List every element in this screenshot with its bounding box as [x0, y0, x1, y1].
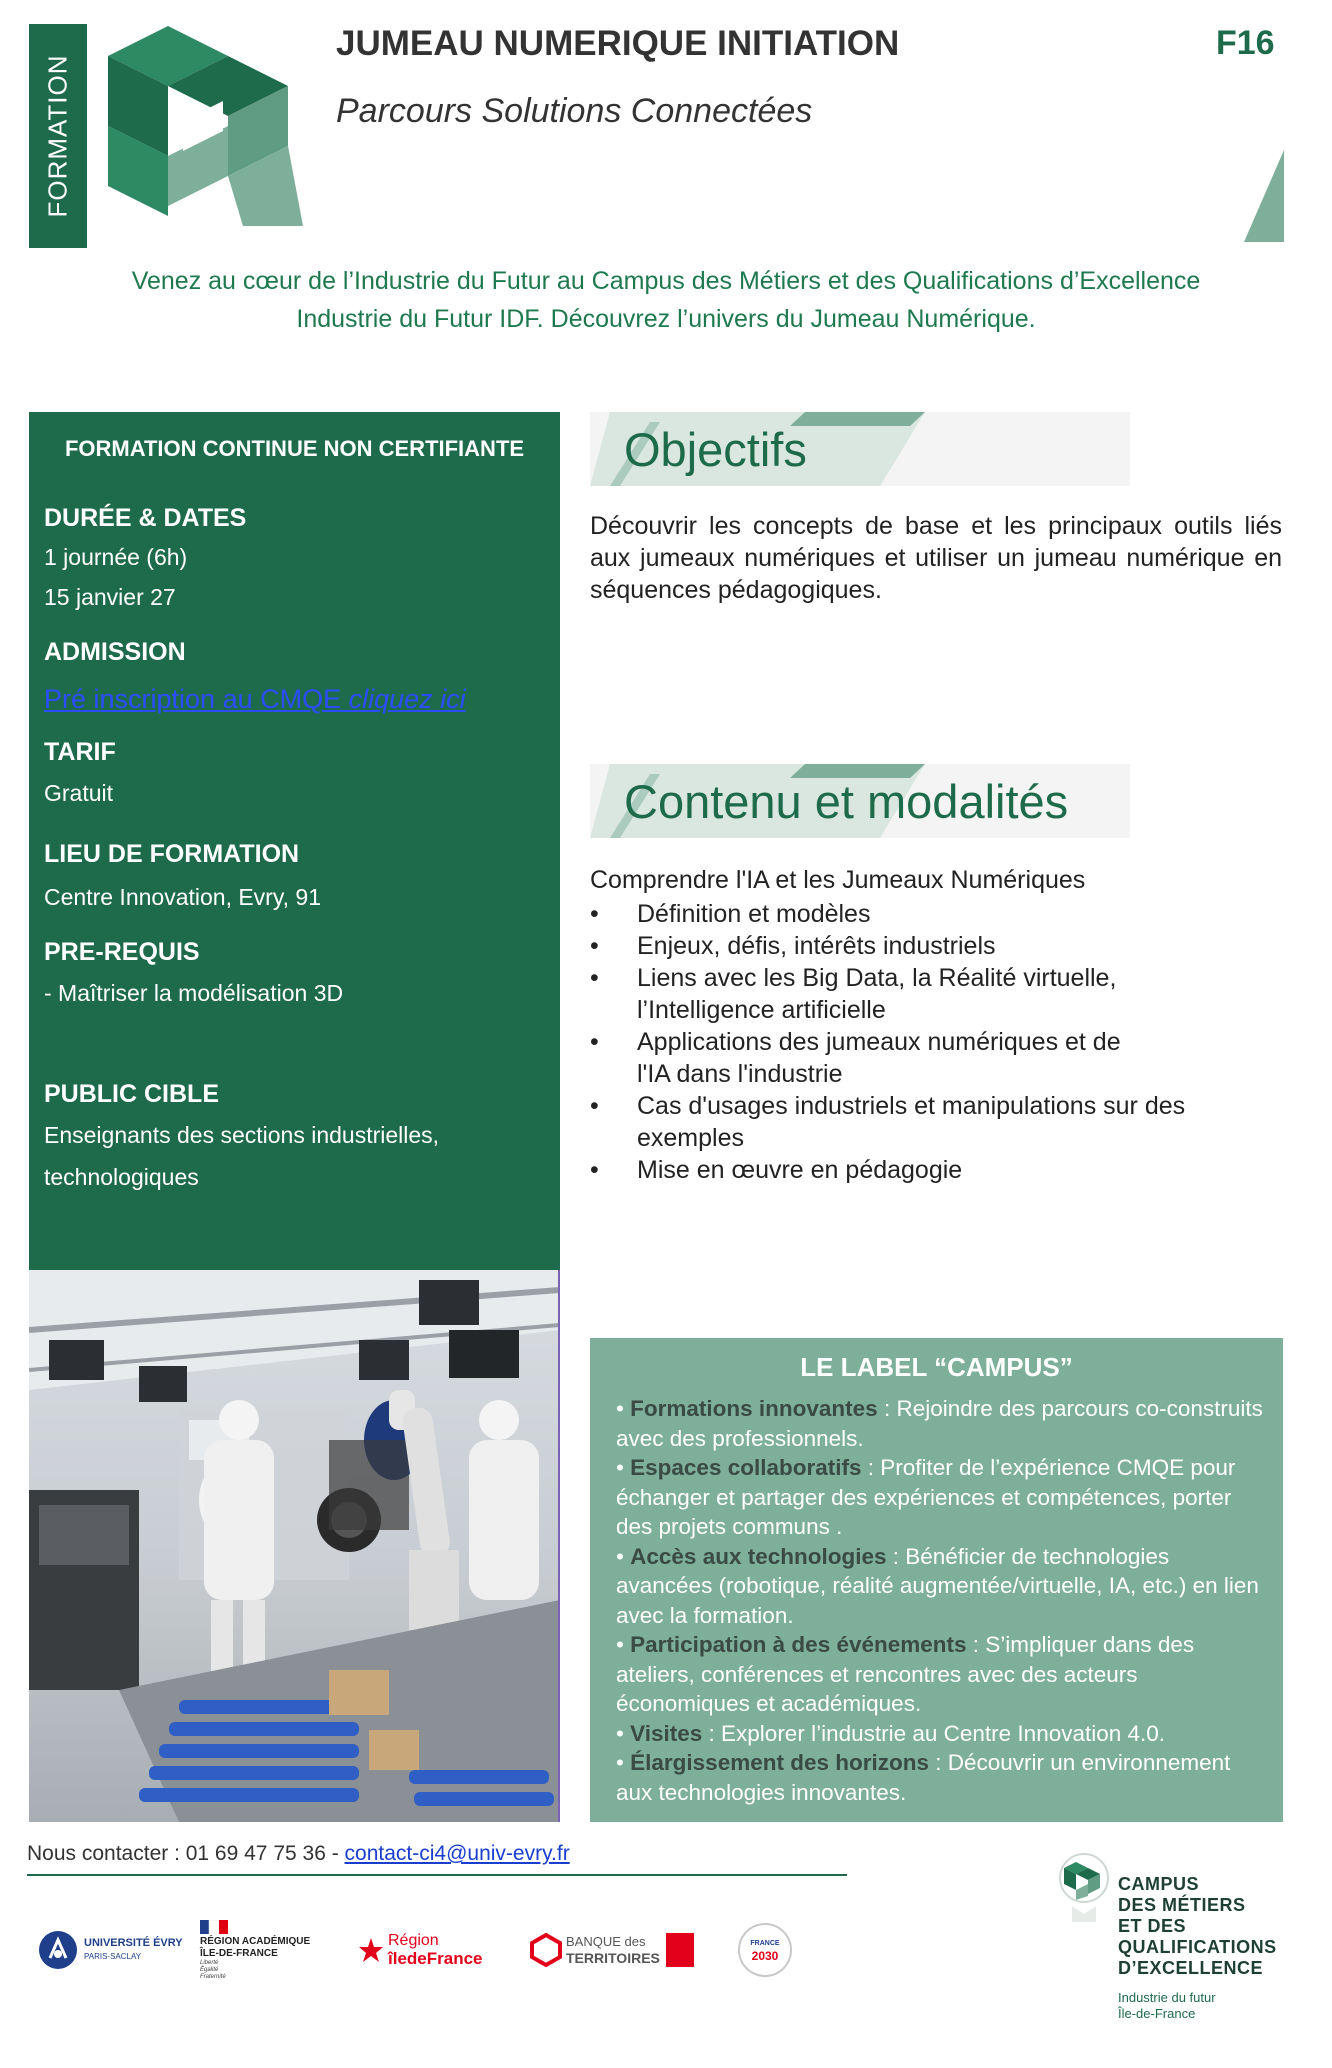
label-item-bold: Participation à des événements — [630, 1632, 967, 1657]
banque-hex-icon — [530, 1933, 562, 1967]
objectifs-title: Objectifs — [624, 423, 807, 476]
list-item: • Formations innovantes : Rejoindre des parcours co-construits avec des professionnels. — [616, 1396, 1263, 1451]
objectifs-header — [590, 412, 1130, 486]
footer-divider — [27, 1874, 847, 1876]
contenu-title: Contenu et modalités — [624, 775, 1069, 828]
lieu-heading: LIEU DE FORMATION — [44, 840, 300, 868]
label-item-text: : Profiter de l’expérience CMQE pour échanger et partager des expériences et compétences, porter des projets communs . — [616, 1455, 1236, 1539]
admission-link-text[interactable]: Pré inscription au CMQE — [44, 684, 349, 714]
list-item: • Participation à des événements : S’impliquer dans des ateliers, conférences et rencontres avec des acteurs économiques et académiques. — [616, 1632, 1195, 1716]
info-panel — [29, 412, 560, 1270]
partner-france-2030 — [738, 1920, 796, 1980]
list-item: • Cas d'usages industriels et manipulations sur des exemples — [590, 1090, 1282, 1154]
label-campus-title: LE LABEL “CAMPUS” — [800, 1352, 1073, 1382]
label-item-text: : Explorer l’industrie au Centre Innovation 4.0. — [702, 1720, 1166, 1746]
idf-region-label: Région — [388, 1932, 439, 1949]
admission-heading: ADMISSION — [44, 638, 186, 666]
label-campus-list — [616, 1394, 1266, 1807]
region-ac-name: RÉGION ACADÉMIQUE — [200, 1936, 311, 1947]
campus-sub-line: Industrie du futur — [1118, 1990, 1216, 2005]
contact-phone: Nous contacter : 01 69 47 75 36 - — [27, 1842, 345, 1865]
campus-metiers-logo — [1056, 1852, 1316, 2022]
label-item-bold: Accès aux technologies — [630, 1543, 887, 1569]
intro-line-2: Industrie du Futur IDF. Découvrez l’univers du Jumeau Numérique. — [296, 305, 1036, 333]
contenu-intro: Comprendre l'IA et les Jumeaux Numériques — [590, 866, 1086, 894]
label-item-bold: Espaces collaboratifs — [630, 1455, 862, 1480]
admission-link[interactable] — [44, 684, 466, 715]
label-item-bold: Élargissement des horizons — [630, 1750, 929, 1775]
partner-univ-evry — [38, 1920, 188, 1980]
campus-line: QUALIFICATIONS — [1118, 1937, 1277, 1957]
list-item: • Enjeux, défis, intérêts industriels — [590, 930, 1282, 962]
label-item-text: : Découvrir un environnement aux technologies innovantes. — [616, 1750, 1231, 1805]
idf-star-icon — [358, 1937, 384, 1963]
tarif-heading: TARIF — [44, 738, 116, 766]
public-heading: PUBLIC CIBLE — [44, 1080, 219, 1108]
list-item: • Élargissement des horizons : Découvrir un environnement aux technologies innovantes. — [616, 1750, 1231, 1805]
list-item: • Liens avec les Big Data, la Réalité virtuelle, l’Intelligence artificielle — [590, 962, 1150, 1026]
label-item-text: : Bénéficier de technologies avancées (robotique, réalité augmentée/virtuelle, IA, etc.) en lien avec la formation. — [616, 1543, 1259, 1628]
banque-name-1: BANQUE des — [566, 1934, 646, 1949]
univ-evry-sub: PARIS-SACLAY — [84, 1952, 142, 1961]
contact-email-link[interactable]: contact-ci4@univ-evry.fr — [344, 1842, 570, 1865]
formation-band-label: FORMATION — [42, 54, 73, 218]
public-value-2: technologiques — [44, 1164, 199, 1190]
page-subtitle: Parcours Solutions Connectées — [336, 92, 813, 130]
duree-value-2: 15 janvier 27 — [44, 584, 176, 610]
idf-region-name: îledeFrance — [388, 1949, 483, 1968]
label-item-text: : S’impliquer dans des ateliers, conférences et rencontres avec des acteurs économiques et académiques. — [616, 1632, 1195, 1716]
duree-heading: DURÉE & DATES — [44, 504, 247, 532]
cmqe-logo — [108, 26, 303, 230]
prerequis-value: - Maîtriser la modélisation 3D — [44, 980, 344, 1006]
campus-line: DES MÉTIERS — [1118, 1895, 1246, 1915]
label-campus-box — [590, 1338, 1283, 1822]
list-item: • Mise en œuvre en pédagogie — [590, 1154, 1282, 1186]
factory-illustration — [29, 1270, 560, 1822]
france-2030-badge — [738, 1923, 792, 1977]
region-ac-sub: ÎLE-DE-FRANCE — [200, 1948, 278, 1959]
label-item-bold: Visites — [630, 1720, 703, 1746]
list-item: • Applications des jumeaux numériques et de l'IA dans l'industrie — [590, 1026, 1150, 1090]
admission-link-click[interactable]: cliquez ici — [348, 684, 466, 714]
factory-scene — [29, 1270, 560, 1822]
corner-decoration — [1244, 150, 1284, 242]
partner-region-academique — [200, 1920, 350, 1980]
contact-line — [27, 1842, 570, 1866]
campus-logo-subtitle — [1118, 1990, 1216, 2022]
banque-red-block — [666, 1933, 694, 1967]
univ-evry-icon — [38, 1930, 78, 1970]
campus-line: ET DES — [1118, 1916, 1187, 1936]
page-title: JUMEAU NUMERIQUE INITIATION — [336, 24, 900, 63]
campus-logo-text — [1118, 1874, 1277, 1979]
campus-sub-line: Île-de-France — [1118, 2006, 1196, 2021]
campus-line: D’EXCELLENCE — [1118, 1958, 1264, 1978]
list-item: • Accès aux technologies : Bénéficier de technologies avancées (robotique, réalité augmentée/virtuelle, IA, etc.) en lien avec la formation. — [616, 1543, 1259, 1628]
contenu-list — [590, 898, 1282, 1186]
france-2030-year: 2030 — [751, 1949, 779, 1963]
course-code: F16 — [1216, 24, 1275, 62]
region-ac-motto-1: Liberté — [200, 1960, 219, 1966]
partner-region-idf — [358, 1920, 508, 1980]
france-2030-label: FRANCE — [750, 1940, 780, 1947]
campus-cube-icon — [1056, 1852, 1114, 1928]
list-item: • Définition et modèles — [590, 898, 1282, 930]
banque-name-2: TERRITOIRES — [566, 1950, 660, 1966]
public-value-1: Enseignants des sections industrielles, — [44, 1122, 440, 1148]
list-item: • Visites : Explorer l’industrie au Centre Innovation 4.0. — [616, 1720, 1166, 1746]
partner-banque-territoires — [530, 1920, 715, 1980]
region-ac-motto-2: Égalité — [200, 1967, 219, 1973]
objectifs-text: Découvrir les concepts de base et les principaux outils liés aux jumeaux numériques et utiliser un jumeau numérique en séquences pédagogiques. — [590, 512, 1282, 604]
campus-line: CAMPUS — [1118, 1874, 1200, 1894]
contenu-header — [590, 764, 1130, 838]
intro-line-1: Venez au cœur de l’Industrie du Futur au Campus des Métiers et des Qualifications d’Excellence — [131, 267, 1201, 295]
label-item-bold: Formations innovantes — [630, 1396, 878, 1421]
intro-text — [40, 262, 1292, 338]
info-panel-heading: FORMATION CONTINUE NON CERTIFIANTE — [64, 436, 525, 461]
lieu-value: Centre Innovation, Evry, 91 — [44, 884, 321, 910]
list-item: • Espaces collaboratifs : Profiter de l’expérience CMQE pour échanger et partager des expériences et compétences, porter des projets communs . — [616, 1455, 1236, 1539]
label-item-text: : Rejoindre des parcours co-construits avec des professionnels. — [616, 1396, 1263, 1451]
univ-evry-name: UNIVERSITÉ ÉVRY — [84, 1937, 183, 1949]
tarif-value: Gratuit — [44, 780, 114, 806]
prerequis-heading: PRE-REQUIS — [44, 938, 200, 966]
french-flag-icon — [200, 1920, 228, 1934]
region-ac-motto-3: Fraternité — [200, 1974, 226, 1980]
duree-value-1: 1 journée (6h) — [44, 544, 188, 570]
formation-band — [29, 24, 87, 248]
